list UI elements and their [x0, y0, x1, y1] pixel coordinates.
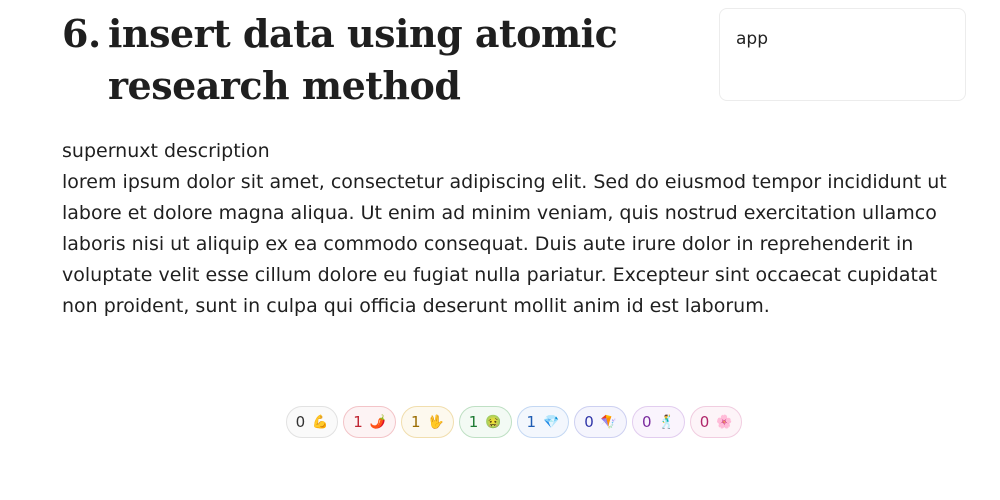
article-content	[62, 136, 962, 322]
man-dancing-icon: 🕺	[658, 414, 675, 430]
reaction-bar	[0, 406, 1000, 440]
reaction-count: 0	[584, 413, 594, 431]
reaction-button-gem[interactable]	[517, 406, 570, 438]
vulcan-salute-icon: 🖖	[427, 414, 444, 430]
title-text: insert data using atomic research method	[108, 11, 618, 108]
page-title	[62, 8, 622, 112]
app-tag-box[interactable]	[719, 8, 966, 101]
reaction-count: 1	[526, 413, 537, 431]
article-body: lorem ipsum dolor sit amet, consectetur adipiscing elit. Sed do eiusmod tempor incididunt ut labore et dolore magna aliqua. Ut enim ad minim veniam, quis nostrud exercitation ullamco laboris nisi ut aliquip ex ea commodo consequat. Duis aute irure dolor in reprehenderit in voluptate velit esse cillum dolore eu fugiat nulla pariatur. Excepteur sint occaecat cupidatat non proident, sunt in culpa qui officia deserunt mollit anim id est laborum.	[62, 171, 947, 317]
reaction-button-nauseated[interactable]	[459, 406, 512, 438]
nauseated-face-icon: 🤢	[485, 414, 502, 430]
reaction-button-biceps[interactable]	[286, 406, 339, 438]
kite-icon: 🪁	[600, 414, 617, 430]
cherry-blossom-icon: 🌸	[716, 414, 733, 430]
flexed-biceps-icon: 💪	[312, 414, 329, 430]
reaction-count: 0	[699, 413, 710, 431]
app-tag-label: app	[736, 29, 768, 49]
reaction-count: 0	[641, 413, 652, 431]
reaction-button-vulcan[interactable]	[401, 406, 454, 438]
reaction-count: 1	[468, 413, 479, 431]
description-label: supernuxt description	[62, 140, 270, 162]
hot-pepper-icon: 🌶️	[369, 414, 387, 430]
gem-stone-icon: 💎	[543, 414, 560, 430]
reaction-button-kite[interactable]	[574, 406, 627, 438]
reaction-count: 1	[411, 413, 421, 431]
reaction-count: 0	[295, 413, 306, 431]
title-number: 6.	[62, 11, 101, 56]
reaction-button-blossom[interactable]	[690, 406, 743, 438]
reaction-button-dancer[interactable]	[632, 406, 685, 438]
reaction-count: 1	[353, 413, 363, 431]
reaction-button-pepper[interactable]	[343, 406, 396, 438]
